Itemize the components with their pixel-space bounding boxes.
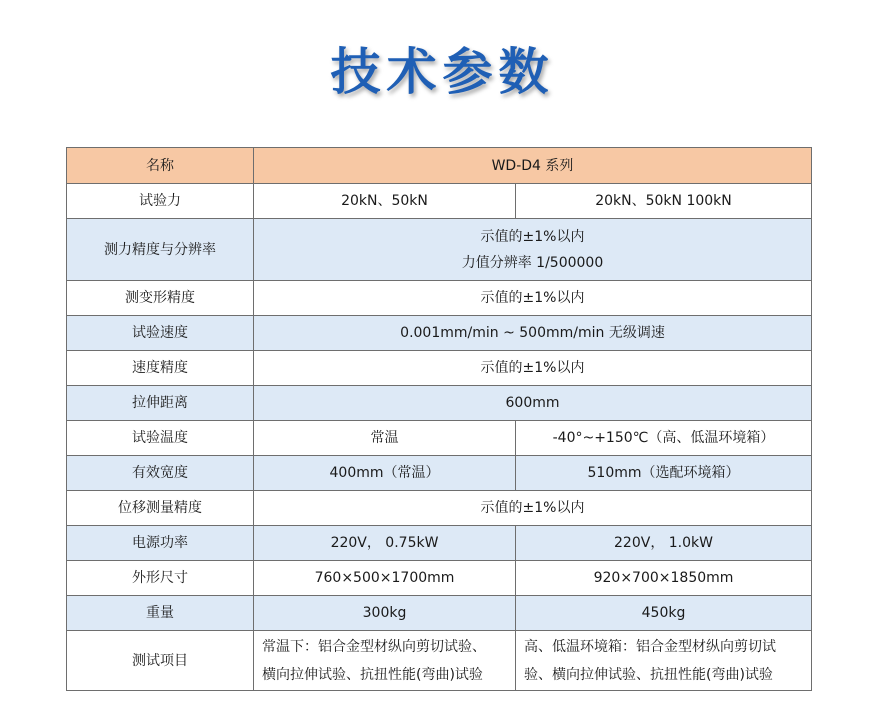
table-row: [67, 219, 812, 281]
table-row: [67, 421, 812, 456]
row-value: [254, 219, 812, 281]
row-value-b: 450kg: [516, 596, 812, 631]
row-value-b-line1: 高、低温环境箱：铝合金型材纵向剪切试: [524, 638, 776, 655]
page-title: 技术参数: [330, 43, 555, 101]
row-label: 速度精度: [67, 351, 254, 386]
row-value-a-line2: 横向拉伸试验、抗扭性能(弯曲)试验: [262, 666, 483, 683]
row-value-b-line2: 验、横向拉伸试验、抗扭性能(弯曲)试验: [524, 666, 773, 683]
row-value-a: 760×500×1700mm: [254, 561, 516, 596]
row-value: 600mm: [254, 386, 812, 421]
row-value-a: 400mm（常温）: [254, 456, 516, 491]
table-row: [67, 281, 812, 316]
row-value-a: 220V， 0.75kW: [254, 526, 516, 561]
header-value-cell: WD-D4 系列: [254, 148, 812, 184]
table-row: [67, 184, 812, 219]
table-row: [67, 491, 812, 526]
row-value-a-line1: 常温下：铝合金型材纵向剪切试验、: [262, 638, 486, 655]
row-label: 有效宽度: [67, 456, 254, 491]
row-value-b: 20kN、50kN 100kN: [516, 184, 812, 219]
row-label: 外形尺寸: [67, 561, 254, 596]
table-row: [67, 526, 812, 561]
spec-table: [66, 147, 812, 691]
table-row: [67, 386, 812, 421]
row-value-b: -40°~+150℃（高、低温环境箱）: [516, 421, 812, 456]
table-row: [67, 351, 812, 386]
row-label: 拉伸距离: [67, 386, 254, 421]
row-value-a: 20kN、50kN: [254, 184, 516, 219]
row-label: 电源功率: [67, 526, 254, 561]
row-label: 测试项目: [67, 631, 254, 691]
table-row: [67, 596, 812, 631]
row-value-line2: 力值分辨率 1/500000: [461, 254, 604, 271]
row-label: 测变形精度: [67, 281, 254, 316]
table-row: [67, 561, 812, 596]
table-row: [67, 316, 812, 351]
row-label: 试验温度: [67, 421, 254, 456]
row-value-b: [516, 631, 812, 691]
row-label: 重量: [67, 596, 254, 631]
table-row: [67, 631, 812, 691]
row-label: 试验速度: [67, 316, 254, 351]
row-value-b: 220V， 1.0kW: [516, 526, 812, 561]
row-value: 示值的±1%以内: [254, 491, 812, 526]
row-value: 示值的±1%以内: [254, 351, 812, 386]
table-header-row: [67, 148, 812, 184]
row-value: 0.001mm/min ~ 500mm/min 无级调速: [254, 316, 812, 351]
row-value-a: 常温: [254, 421, 516, 456]
row-value-line1: 示值的±1%以内: [480, 228, 585, 245]
row-label: 试验力: [67, 184, 254, 219]
header-label-cell: 名称: [67, 148, 254, 184]
row-value-a: [254, 631, 516, 691]
row-value-b: 510mm（选配环境箱）: [516, 456, 812, 491]
table-row: [67, 456, 812, 491]
row-value-b: 920×700×1850mm: [516, 561, 812, 596]
row-value-a: 300kg: [254, 596, 516, 631]
row-value: 示值的±1%以内: [254, 281, 812, 316]
row-label: 位移测量精度: [67, 491, 254, 526]
row-label: 测力精度与分辨率: [67, 219, 254, 281]
